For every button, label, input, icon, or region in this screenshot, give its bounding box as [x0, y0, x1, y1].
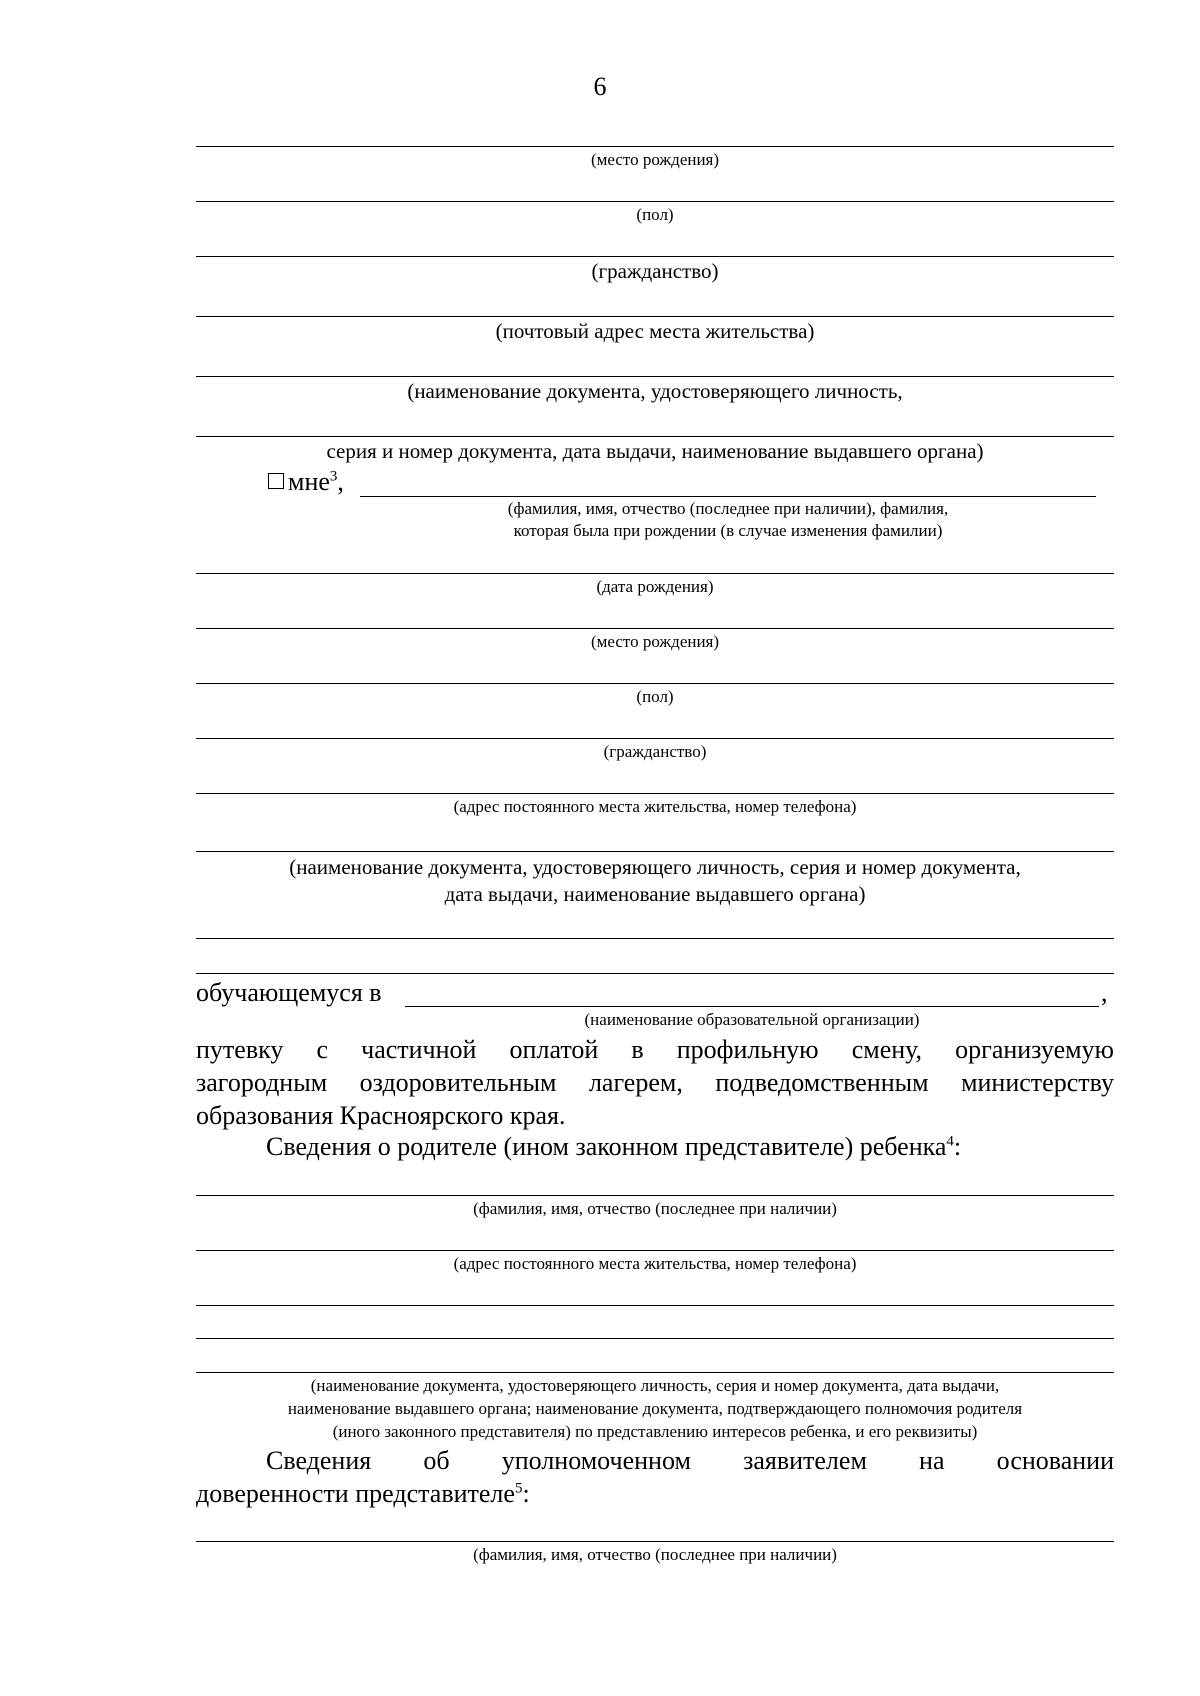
voucher-paragraph	[196, 1033, 1114, 1132]
sex-line[interactable]	[196, 201, 1114, 202]
footnote-ref: 4	[946, 1133, 954, 1150]
field-caption: (место рождения)	[590, 150, 720, 169]
field-caption: которая была при рождении (в случае изменения фамилии)	[513, 521, 943, 540]
me-address-line[interactable]	[196, 793, 1114, 794]
me-birthplace-line[interactable]	[196, 628, 1114, 629]
field-caption: (гражданство)	[603, 742, 707, 761]
representative-paragraph	[196, 1444, 1114, 1510]
field-caption: (место рождения)	[590, 632, 720, 651]
field-caption: (наименование документа, удостоверяющего личность,	[407, 379, 903, 403]
field-caption: (почтовый адрес места жительства)	[495, 319, 815, 343]
student-label: обучающемуся в	[196, 978, 382, 1007]
field-caption: (фамилия, имя, отчество (последнее при наличии), фамилия,	[507, 499, 949, 518]
field-caption: (иного законного представителя) по представлению интересов ребенка, и его реквизиты)	[332, 1422, 978, 1441]
id-document-line[interactable]	[196, 376, 1114, 377]
footnote-ref: 5	[514, 1480, 523, 1497]
citizenship-line[interactable]	[196, 256, 1114, 257]
postal-address-line[interactable]	[196, 316, 1114, 317]
paragraph-line: образования Красноярского края.	[196, 1101, 566, 1130]
field-caption: (наименование образовательной организации)	[584, 1010, 920, 1029]
field-caption: (наименование документа, удостоверяющего личность, серия и номер документа, дата выдачи,	[310, 1376, 1000, 1395]
me-extra-line-2[interactable]	[196, 973, 1114, 974]
footnote-ref: 3	[329, 468, 338, 485]
parent-docs-line-2[interactable]	[196, 1338, 1114, 1339]
me-sex-line[interactable]	[196, 683, 1114, 684]
paragraph-line: Сведения об уполномоченном заявителем на основании	[266, 1446, 1114, 1475]
parent-docs-line-1[interactable]	[196, 1305, 1114, 1306]
parent-address-line[interactable]	[196, 1250, 1114, 1251]
id-document-details-line[interactable]	[196, 436, 1114, 437]
me-fullname-line[interactable]	[360, 496, 1096, 497]
heading-text: Сведения о родителе (ином законном представителе) ребенка	[266, 1132, 947, 1161]
field-caption: (пол)	[636, 687, 674, 706]
parent-section-heading	[266, 1132, 961, 1162]
page-number: 6	[593, 72, 607, 101]
colon: :	[522, 1479, 530, 1508]
paragraph-line: загородным оздоровительным лагерем, подведомственным министерству	[196, 1068, 1114, 1097]
field-caption: дата выдачи, наименование выдавшего органа)	[444, 882, 866, 906]
parent-docs-line-3[interactable]	[196, 1372, 1114, 1373]
me-extra-line-1[interactable]	[196, 938, 1114, 939]
field-caption: (гражданство)	[591, 259, 719, 283]
field-caption: (дата рождения)	[596, 577, 714, 596]
me-birthdate-line[interactable]	[196, 573, 1114, 574]
paragraph-text: доверенности представителе	[196, 1479, 515, 1508]
comma: ,	[1101, 978, 1108, 1007]
colon: :	[953, 1132, 962, 1161]
me-label: мне	[288, 467, 330, 496]
field-caption: (пол)	[636, 205, 674, 224]
paragraph-line: путевку с частичной оплатой в профильную смену, организуемую	[196, 1035, 1114, 1064]
comma: ,	[337, 467, 344, 496]
me-option[interactable]	[268, 467, 344, 497]
field-caption: серия и номер документа, дата выдачи, наименование выдавшего органа)	[326, 439, 984, 463]
birthplace-line[interactable]	[196, 146, 1114, 147]
school-name-line[interactable]	[405, 1006, 1099, 1007]
field-caption: (наименование документа, удостоверяющего личность, серия и номер документа,	[289, 855, 1021, 879]
paragraph-line	[196, 1477, 1114, 1510]
field-caption: (фамилия, имя, отчество (последнее при наличии)	[473, 1199, 837, 1218]
parent-fullname-line[interactable]	[196, 1195, 1114, 1196]
field-caption: (адрес постоянного места жительства, номер телефона)	[453, 797, 857, 816]
me-citizenship-line[interactable]	[196, 738, 1114, 739]
me-checkbox[interactable]	[268, 473, 284, 489]
field-caption: (фамилия, имя, отчество (последнее при наличии)	[473, 1545, 837, 1564]
me-id-document-line[interactable]	[196, 851, 1114, 852]
field-caption: (адрес постоянного места жительства, номер телефона)	[453, 1254, 857, 1273]
field-caption: наименование выдавшего органа; наименование документа, подтверждающего полномочия родителя	[287, 1399, 1023, 1418]
representative-fullname-line[interactable]	[196, 1541, 1114, 1542]
